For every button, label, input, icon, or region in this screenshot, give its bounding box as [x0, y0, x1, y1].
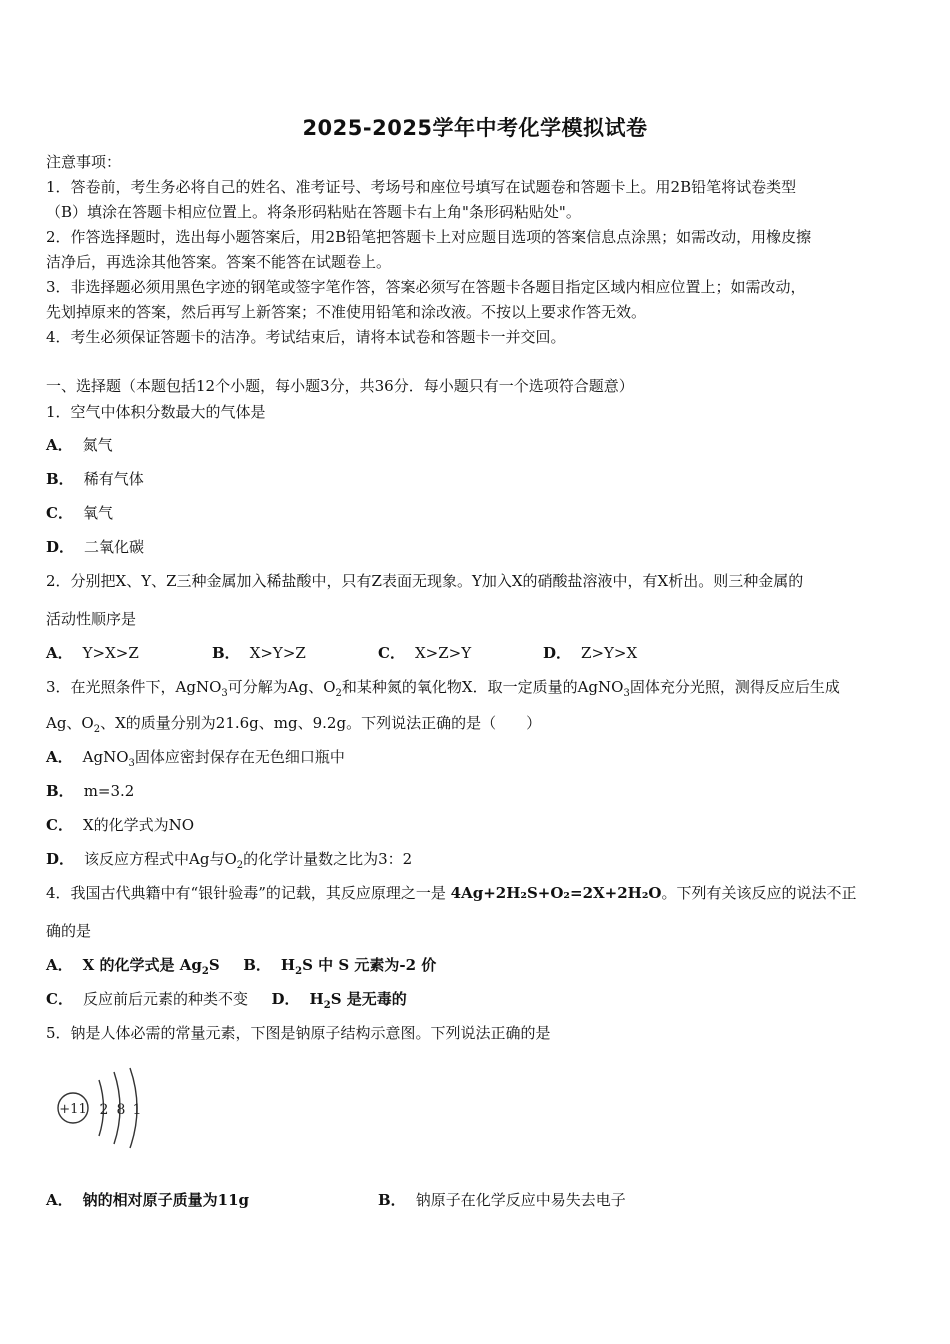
option-text: 固体应密封保存在无色细口瓶中 [134, 748, 345, 766]
option-text: X>Y>Z [249, 644, 306, 662]
option-text: 二氧化碳 [84, 538, 145, 556]
notice-line-3: 2．作答选择题时，选出每小题答案后，用2B铅笔把答题卡上对应题目选项的答案信息点涂黑；如需改动，用橡皮擦 [46, 228, 812, 246]
q3-stem-line-1 [46, 677, 840, 700]
subscript: 2 [295, 966, 303, 977]
notice-line-5: 3．非选择题必须用黑色字迹的钢笔或签字笔作答，答案必须写在答题卡各题目指定区域内相应位置上；如需改动， [46, 278, 806, 296]
option-text: H [280, 956, 296, 974]
notice-line-4: 洁净后，再选涂其他答案。答案不能答在试题卷上。 [46, 253, 392, 271]
q2-option-c [378, 643, 471, 663]
sodium-atom-structure-diagram [44, 1058, 154, 1158]
option-letter: D． [271, 990, 300, 1008]
notice-line-6: 先划掉原来的答案，然后再写上新答案；不准使用铅笔和涂改液。不按以上要求作答无效。 [46, 303, 647, 321]
subscript: 2 [201, 966, 209, 977]
notice-line-2: （B）填涂在答题卡相应位置上。将条形码粘贴在答题卡右上角"条形码粘贴处"。 [46, 203, 581, 221]
option-letter: B． [243, 956, 271, 974]
q3-text: 3．在光照条件下，AgNO [46, 678, 222, 696]
option-text: X>Z>Y [414, 644, 472, 662]
q5-option-a [46, 1190, 249, 1210]
subscript: 2 [335, 688, 342, 699]
q3-option-c [46, 815, 194, 835]
q2-option-d [543, 643, 637, 663]
q3-stem-line-2 [46, 713, 541, 736]
option-text: Y>X>Z [82, 644, 139, 662]
q3-text: 固体充分光照，测得反应后生成 [629, 678, 840, 696]
q4-text: 4．我国古代典籍中有“银针验毒”的记载，其反应原理之一是 [46, 884, 451, 902]
q4-stem-line-1 [46, 883, 856, 903]
option-text: S [208, 956, 220, 974]
q2-option-b [212, 643, 306, 663]
q3-option-a [46, 747, 345, 770]
option-letter: A． [46, 644, 73, 662]
q1-option-b [46, 469, 144, 489]
option-letter: B． [378, 1191, 406, 1209]
q3-text: Ag、O [46, 714, 94, 732]
subscript: 3 [128, 758, 135, 769]
option-text: H [309, 990, 324, 1008]
q1-option-a [46, 435, 113, 455]
option-letter: A． [46, 748, 73, 766]
shell-1-electrons: 2 [99, 1102, 109, 1118]
option-text: 该反应方程式中Ag与O [84, 850, 237, 868]
q1-stem: 1．空气中体积分数最大的气体是 [46, 403, 266, 421]
option-text: X 的化学式是 Ag [82, 956, 202, 974]
shell-3-electrons: 1 [132, 1102, 142, 1118]
q2-stem-line-2: 活动性顺序是 [46, 610, 137, 628]
option-letter: C． [46, 990, 73, 1008]
notice-line-7: 4．考生必须保证答题卡的洁净。考试结束后，请将本试卷和答题卡一并交回。 [46, 328, 566, 346]
subscript: 3 [623, 688, 630, 699]
q4-stem-line-2: 确的是 [46, 922, 92, 940]
q3-option-b [46, 781, 134, 801]
option-text: 氧气 [82, 504, 113, 522]
q4-options-row-1 [46, 955, 436, 978]
q3-option-d [46, 849, 412, 872]
q4-options-row-2 [46, 989, 407, 1012]
q5-stem: 5．钠是人体必需的常量元素，下图是钠原子结构示意图。下列说法正确的是 [46, 1024, 551, 1042]
subscript: 2 [236, 860, 244, 871]
option-text: 钠原子在化学反应中易失去电子 [415, 1191, 626, 1209]
option-text: AgNO [82, 748, 129, 766]
option-text: S 是无毒的 [330, 990, 407, 1008]
option-letter: C． [46, 816, 73, 834]
option-letter: D． [543, 644, 572, 662]
option-text: S 中 S 元素为-2 价 [302, 956, 437, 974]
option-text: X的化学式为NO [82, 816, 195, 834]
option-letter: A． [46, 1191, 73, 1209]
q4-text: 。下列有关该反应的说法不正 [661, 884, 857, 902]
option-text: Z>Y>X [581, 644, 638, 662]
notice-line-1: 1．答卷前，考生务必将自己的姓名、准考证号、考场号和座位号填写在试题卷和答题卡上。用2B铅笔将试卷类型 [46, 178, 797, 196]
option-letter: C． [46, 504, 73, 522]
q3-text: 、X的质量分别为21.6g、mg、9.2g。下列说法正确的是（ ） [100, 714, 542, 732]
option-text: 钠的相对原子质量为11g [82, 1191, 250, 1209]
reaction-equation: 4Ag+2H₂S+O₂=2X+2H₂O [450, 884, 662, 902]
q3-text: 和某种氮的氧化物X．取一定质量的AgNO [341, 678, 624, 696]
shell-2-electrons: 8 [116, 1102, 126, 1118]
subscript: 3 [221, 688, 228, 699]
notice-heading: 注意事项： [46, 153, 122, 171]
q3-text: 可分解为Ag、O [227, 678, 336, 696]
option-letter: D． [46, 538, 75, 556]
option-text: 稀有气体 [83, 470, 144, 488]
option-letter: C． [378, 644, 405, 662]
nucleus-charge: +11 [59, 1102, 87, 1117]
option-letter: B． [212, 644, 240, 662]
option-text: 反应前后元素的种类不变 [82, 990, 248, 1008]
option-letter: A． [46, 436, 73, 454]
q2-stem-line-1: 2．分别把X、Y、Z三种金属加入稀盐酸中，只有Z表面无现象。Y加入X的硝酸盐溶液中，有X析出。则三种金属的 [46, 572, 804, 590]
subscript: 2 [323, 1000, 331, 1011]
option-text: 的化学计量数之比为3：2 [243, 850, 413, 868]
q1-option-d [46, 537, 144, 557]
subscript: 2 [93, 724, 101, 735]
q1-option-c [46, 503, 113, 523]
q2-option-a [46, 643, 139, 663]
option-letter: B． [46, 470, 74, 488]
q5-option-b [378, 1190, 626, 1210]
option-text: m=3.2 [83, 782, 135, 800]
page-title: 2025-2025学年中考化学模拟试卷 [302, 116, 648, 140]
option-letter: D． [46, 850, 75, 868]
option-text: 氮气 [82, 436, 113, 454]
option-letter: A． [46, 956, 73, 974]
option-letter: B． [46, 782, 74, 800]
section-heading: 一、选择题（本题包括12个小题，每小题3分，共36分．每小题只有一个选项符合题意） [46, 377, 634, 395]
